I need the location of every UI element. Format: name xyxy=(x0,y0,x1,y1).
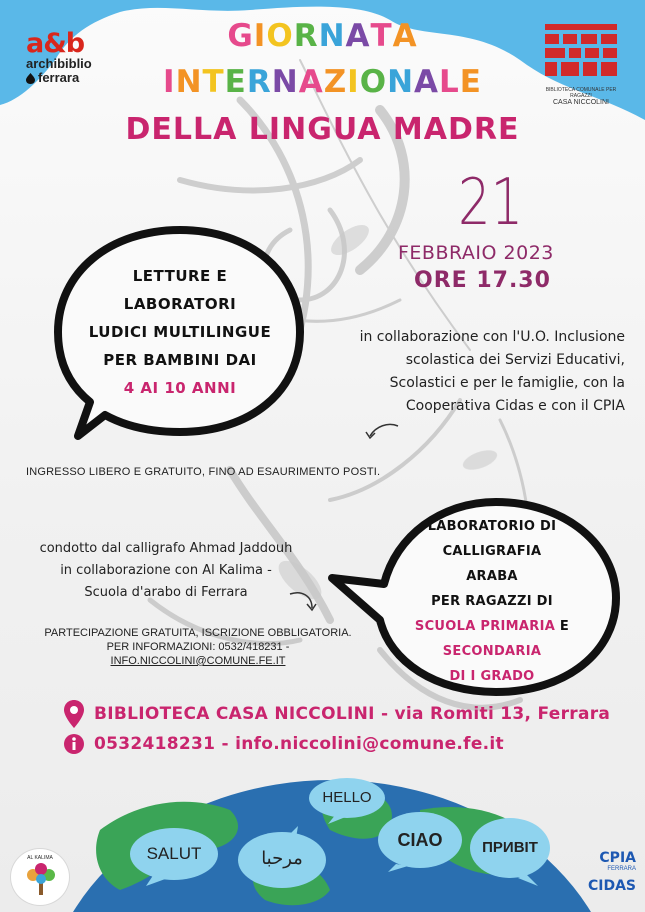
bubble-salut-text: SALUT xyxy=(146,844,202,863)
logo-line-1: archibiblio xyxy=(26,56,92,71)
title-line-1 xyxy=(0,18,645,54)
title-letter: Z xyxy=(323,64,348,100)
and-text: E xyxy=(555,619,570,634)
title-letter: A xyxy=(298,64,324,100)
title-letter: N xyxy=(271,64,299,100)
instructor-text xyxy=(8,538,324,604)
calligraphy-line-5 xyxy=(402,614,582,639)
bubble-marhaba-text: مرحبا xyxy=(261,848,303,869)
title-line-2 xyxy=(0,64,645,100)
map-pin-icon xyxy=(64,700,84,728)
title-letter: R xyxy=(246,64,272,100)
collaboration-text xyxy=(290,326,625,418)
title-letter: A xyxy=(392,18,418,54)
title-letter: T xyxy=(202,64,225,100)
title-letter: I xyxy=(253,18,267,54)
date-time: ORE 17.30 xyxy=(414,268,551,293)
cpia-cidas-logos xyxy=(576,850,636,894)
logo-city: ferrara xyxy=(38,70,80,85)
contact-row xyxy=(64,734,504,754)
title-line-2-text xyxy=(163,64,482,100)
contact-text: 0532418231 - info.niccolini@comune.fe.it xyxy=(94,734,504,754)
title-letter: G xyxy=(227,18,254,54)
collaboration-line-1: in collaborazione con l'U.O. Inclusione xyxy=(359,329,625,345)
title-letter: N xyxy=(387,64,415,100)
instructor-line-2: in collaborazione con Al Kalima - xyxy=(60,563,272,578)
instructor-line-3: Scuola d'arabo di Ferrara xyxy=(84,585,248,600)
date-month: FEBBRAIO 2023 xyxy=(398,242,554,264)
title-letter: E xyxy=(224,64,247,100)
logo-right-line-1: BIBLIOTECA COMUNALE PER RAGAZZI xyxy=(545,87,617,99)
readings-line-4: PER BAMBINI DAI xyxy=(103,351,257,369)
readings-bubble-text xyxy=(80,262,280,402)
logo-right-line-2: CASA NICCOLINI xyxy=(552,99,609,106)
title-letter: I xyxy=(347,64,360,100)
logo-brand: a&b xyxy=(26,28,85,59)
collaboration-line-3: Scolastici e per le famiglie, con la xyxy=(389,375,625,391)
calligraphy-line-4: PER RAGAZZI DI xyxy=(431,594,553,609)
participation-info xyxy=(20,626,376,668)
title-letter: O xyxy=(359,64,388,100)
bubble-ciao xyxy=(376,808,464,872)
cpia-city: FERRARA xyxy=(607,866,636,872)
bubble-pryvit-text: ПРИВІТ xyxy=(482,839,538,856)
calligraphy-bubble-text xyxy=(402,514,582,689)
title-letter: R xyxy=(293,18,319,54)
calligraphy-line-2: CALLIGRAFIA xyxy=(442,544,542,559)
curved-arrow-icon xyxy=(362,420,402,444)
participation-line-2: PER INFORMAZIONI: 0532/418231 - xyxy=(106,641,290,653)
calligraphy-line-7: DI I GRADO xyxy=(449,669,535,684)
email-link[interactable]: INFO.NICCOLINI@COMUNE.FE.IT xyxy=(110,655,286,667)
curved-arrow-icon xyxy=(288,588,318,616)
cpia-logo: CPIA xyxy=(599,850,636,866)
title-letter: E xyxy=(459,64,482,100)
free-entry-note: INGRESSO LIBERO E GRATUITO, FINO AD ESAURIMENTO POSTI. xyxy=(26,466,381,478)
collaboration-line-4: Cooperativa Cidas e con il CPIA xyxy=(405,398,625,414)
instructor-line-1: condotto dal calligrafo Ahmad Jaddouh xyxy=(39,541,293,556)
calligraphy-line-1: LABORATORIO DI xyxy=(427,519,557,534)
tree-logo-icon xyxy=(11,849,71,907)
bubble-hello-text: HELLO xyxy=(322,789,372,806)
readings-line-2: LABORATORI xyxy=(123,295,237,313)
date-day: 21 xyxy=(458,166,524,240)
al-kalima-name: AL KALIMA xyxy=(27,855,53,861)
cidas-logo: CIDAS xyxy=(587,878,636,894)
bubble-marhaba xyxy=(236,826,328,890)
title-letter: L xyxy=(439,64,460,100)
address-row xyxy=(64,700,610,728)
calligraphy-line-3: ARABA xyxy=(466,569,518,584)
al-kalima-logo xyxy=(10,848,70,906)
title-letter: I xyxy=(163,64,176,100)
info-icon xyxy=(64,734,84,754)
participation-line-1: PARTECIPAZIONE GRATUITA, ISCRIZIONE OBBLIGATORIA. xyxy=(44,627,352,639)
bubble-pryvit xyxy=(468,816,552,886)
title-line-3: DELLA LINGUA MADRE xyxy=(125,112,520,147)
readings-age-range: 4 AI 10 ANNI xyxy=(123,379,237,397)
readings-line-1: LETTURE E xyxy=(132,267,228,285)
title-letter: O xyxy=(266,18,294,54)
bubble-ciao-text: CIAO xyxy=(397,830,443,850)
collaboration-line-2: scolastica dei Servizi Educativi, xyxy=(405,352,625,368)
title-letter: A xyxy=(414,64,440,100)
bubble-salut xyxy=(128,826,220,886)
title-letter: T xyxy=(370,18,393,54)
title-letter: A xyxy=(345,18,371,54)
calligraphy-line-6: SECONDARIA xyxy=(442,644,542,659)
readings-line-3: LUDICI MULTILINGUE xyxy=(88,323,272,341)
title-line-1-text xyxy=(227,18,417,54)
address-text: BIBLIOTECA CASA NICCOLINI - via Romiti 13, Ferrara xyxy=(94,704,611,724)
primary-school-text: SCUOLA PRIMARIA xyxy=(414,619,556,634)
title-letter: N xyxy=(318,18,346,54)
title-letter: N xyxy=(175,64,203,100)
